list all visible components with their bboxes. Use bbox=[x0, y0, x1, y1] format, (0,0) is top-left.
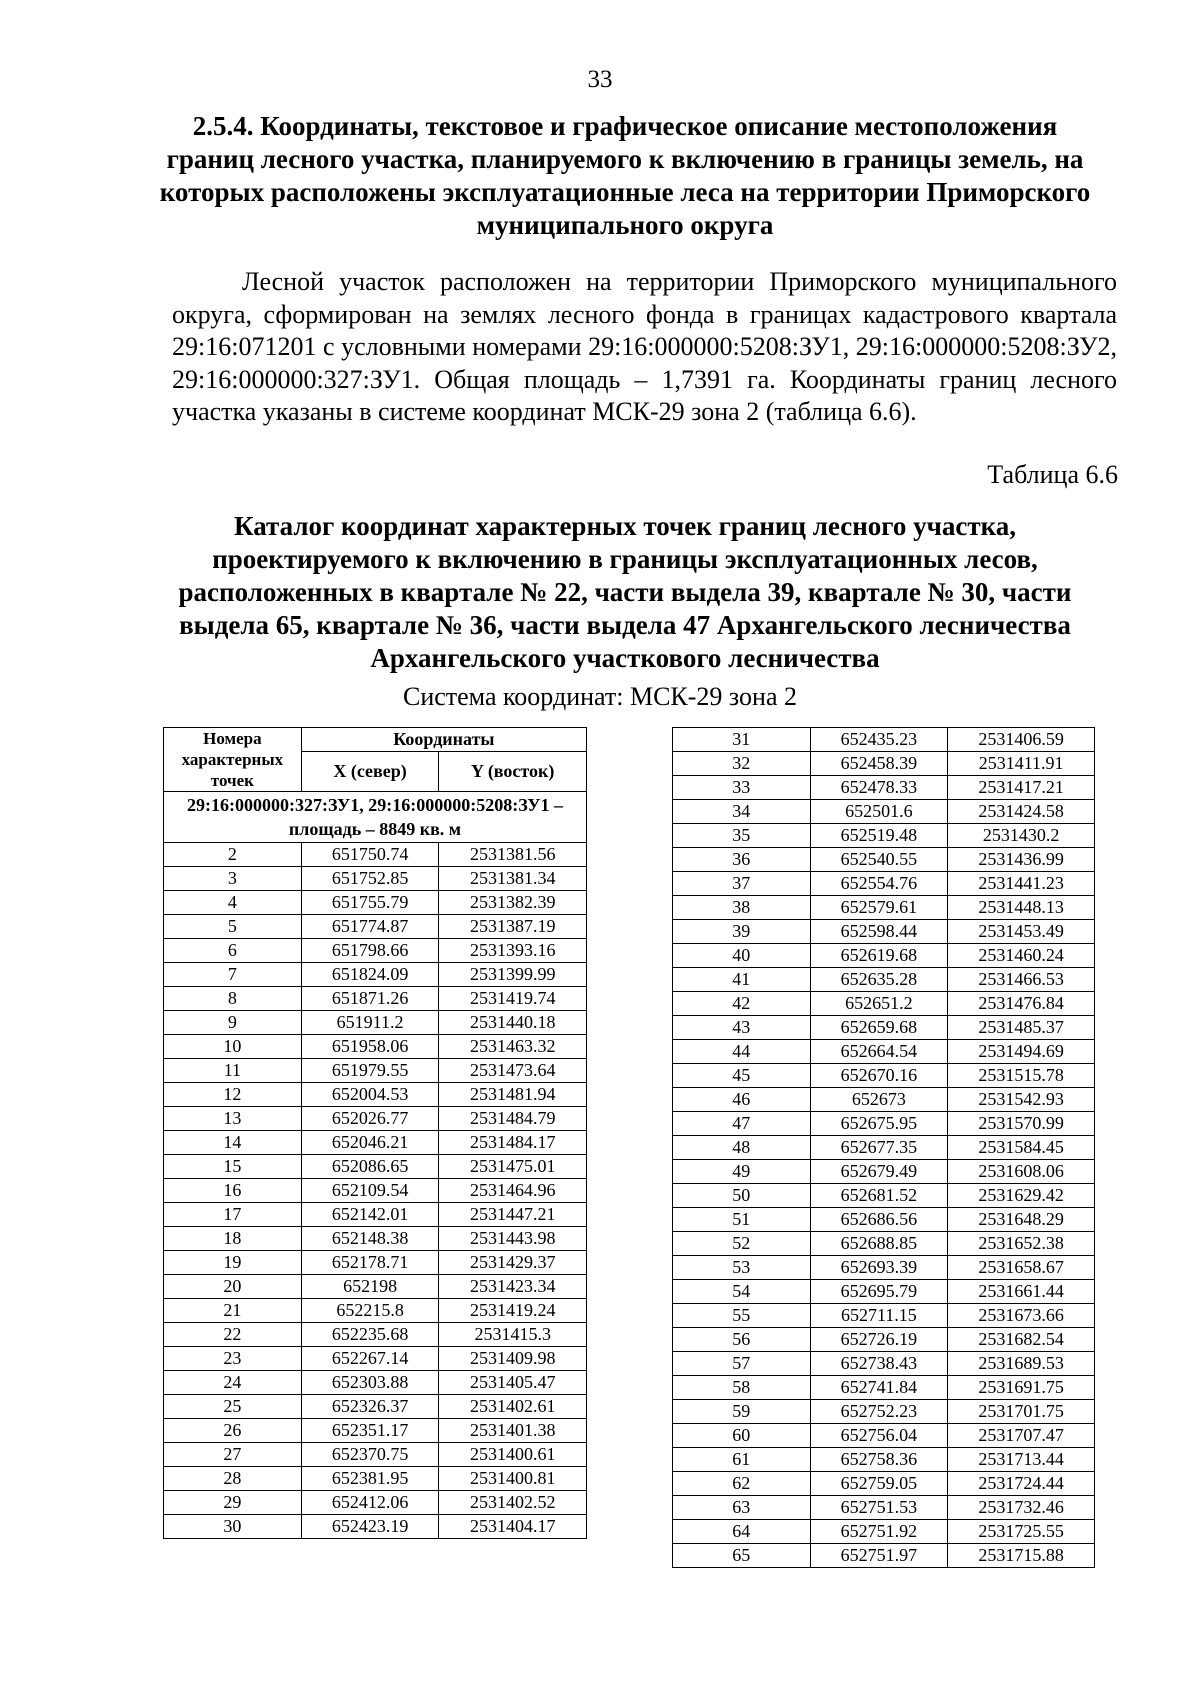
x-coordinate-cell: 651750.74 bbox=[301, 843, 439, 867]
point-number-cell: 5 bbox=[164, 915, 302, 939]
x-coordinate-cell: 652695.79 bbox=[810, 1280, 948, 1304]
y-coordinate-cell: 2531402.52 bbox=[439, 1491, 587, 1515]
point-number-cell: 42 bbox=[673, 992, 811, 1016]
point-number-cell: 28 bbox=[164, 1467, 302, 1491]
table-row bbox=[164, 1467, 587, 1491]
x-coordinate-cell: 652235.68 bbox=[301, 1323, 439, 1347]
point-number-cell: 63 bbox=[673, 1496, 811, 1520]
x-coordinate-cell: 651824.09 bbox=[301, 963, 439, 987]
coordinates-table-left bbox=[163, 727, 587, 1539]
table-row bbox=[164, 1347, 587, 1371]
y-coordinate-cell: 2531473.64 bbox=[439, 1059, 587, 1083]
y-coordinate-cell: 2531584.45 bbox=[948, 1136, 1095, 1160]
point-number-cell: 27 bbox=[164, 1443, 302, 1467]
table-label: Таблица 6.6 bbox=[987, 460, 1118, 489]
section-heading: 2.5.4. Координаты, текстовое и графическое описание местоположения границ лесного участка, планируемого к включению в границы земель, на которых расположены эксплуатационные леса на территории Приморского муниципального округа bbox=[159, 111, 1091, 240]
x-coordinate-cell: 652326.37 bbox=[301, 1395, 439, 1419]
y-coordinate-cell: 2531608.06 bbox=[948, 1160, 1095, 1184]
x-coordinate-cell: 651774.87 bbox=[301, 915, 439, 939]
y-coordinate-cell: 2531409.98 bbox=[439, 1347, 587, 1371]
x-coordinate-cell: 652635.28 bbox=[810, 968, 948, 992]
point-number-cell: 56 bbox=[673, 1328, 811, 1352]
point-number-cell: 26 bbox=[164, 1419, 302, 1443]
group-label: 29:16:000000:327:ЗУ1, 29:16:000000:5208:ЗУ1 – площадь – 8849 кв. м bbox=[164, 792, 587, 843]
y-coordinate-cell: 2531460.24 bbox=[948, 944, 1095, 968]
y-coordinate-cell: 2531419.74 bbox=[439, 987, 587, 1011]
header-coordinates: Координаты bbox=[301, 728, 586, 752]
x-coordinate-cell: 652758.36 bbox=[810, 1448, 948, 1472]
x-coordinate-cell: 651752.85 bbox=[301, 867, 439, 891]
table-row bbox=[673, 1424, 1095, 1448]
table-row bbox=[673, 1208, 1095, 1232]
x-coordinate-cell: 651979.55 bbox=[301, 1059, 439, 1083]
point-number-cell: 31 bbox=[673, 728, 811, 752]
table-row bbox=[164, 915, 587, 939]
table-row bbox=[673, 872, 1095, 896]
point-number-cell: 22 bbox=[164, 1323, 302, 1347]
point-number-cell: 44 bbox=[673, 1040, 811, 1064]
table-row bbox=[673, 1304, 1095, 1328]
y-coordinate-cell: 2531436.99 bbox=[948, 848, 1095, 872]
table-row bbox=[164, 1251, 587, 1275]
point-number-cell: 7 bbox=[164, 963, 302, 987]
point-number-cell: 64 bbox=[673, 1520, 811, 1544]
y-coordinate-cell: 2531481.94 bbox=[439, 1083, 587, 1107]
y-coordinate-cell: 2531707.47 bbox=[948, 1424, 1095, 1448]
x-coordinate-cell: 651911.2 bbox=[301, 1011, 439, 1035]
point-number-cell: 65 bbox=[673, 1544, 811, 1568]
y-coordinate-cell: 2531405.47 bbox=[439, 1371, 587, 1395]
y-coordinate-cell: 2531570.99 bbox=[948, 1112, 1095, 1136]
point-number-cell: 43 bbox=[673, 1016, 811, 1040]
x-coordinate-cell: 652519.48 bbox=[810, 824, 948, 848]
y-coordinate-cell: 2531387.19 bbox=[439, 915, 587, 939]
point-number-cell: 13 bbox=[164, 1107, 302, 1131]
x-coordinate-cell: 652501.6 bbox=[810, 800, 948, 824]
point-number-cell: 14 bbox=[164, 1131, 302, 1155]
table-row bbox=[164, 1419, 587, 1443]
x-coordinate-cell: 652046.21 bbox=[301, 1131, 439, 1155]
table-row bbox=[164, 987, 587, 1011]
x-coordinate-cell: 652458.39 bbox=[810, 752, 948, 776]
y-coordinate-cell: 2531419.24 bbox=[439, 1299, 587, 1323]
point-number-cell: 34 bbox=[673, 800, 811, 824]
table-row bbox=[673, 728, 1095, 752]
point-number-cell: 15 bbox=[164, 1155, 302, 1179]
y-coordinate-cell: 2531463.32 bbox=[439, 1035, 587, 1059]
x-coordinate-cell: 652423.19 bbox=[301, 1515, 439, 1539]
point-number-cell: 41 bbox=[673, 968, 811, 992]
coordinates-table-right bbox=[672, 727, 1095, 1568]
y-coordinate-cell: 2531406.59 bbox=[948, 728, 1095, 752]
table-row bbox=[164, 963, 587, 987]
table-row bbox=[164, 843, 587, 867]
header-point-numbers: Номера характерных точек bbox=[164, 728, 302, 792]
x-coordinate-cell: 652664.54 bbox=[810, 1040, 948, 1064]
point-number-cell: 33 bbox=[673, 776, 811, 800]
table-row bbox=[164, 1515, 587, 1539]
point-number-cell: 53 bbox=[673, 1256, 811, 1280]
table-row bbox=[673, 1400, 1095, 1424]
x-coordinate-cell: 652370.75 bbox=[301, 1443, 439, 1467]
point-number-cell: 29 bbox=[164, 1491, 302, 1515]
table-row bbox=[673, 1016, 1095, 1040]
point-number-cell: 48 bbox=[673, 1136, 811, 1160]
y-coordinate-cell: 2531713.44 bbox=[948, 1448, 1095, 1472]
y-coordinate-cell: 2531658.67 bbox=[948, 1256, 1095, 1280]
x-coordinate-cell: 652756.04 bbox=[810, 1424, 948, 1448]
y-coordinate-cell: 2531494.69 bbox=[948, 1040, 1095, 1064]
page-number: 33 bbox=[587, 66, 613, 93]
table-row bbox=[164, 1011, 587, 1035]
point-number-cell: 2 bbox=[164, 843, 302, 867]
point-number-cell: 57 bbox=[673, 1352, 811, 1376]
y-coordinate-cell: 2531423.34 bbox=[439, 1275, 587, 1299]
x-coordinate-cell: 652741.84 bbox=[810, 1376, 948, 1400]
y-coordinate-cell: 2531424.58 bbox=[948, 800, 1095, 824]
y-coordinate-cell: 2531464.96 bbox=[439, 1179, 587, 1203]
x-coordinate-cell: 652267.14 bbox=[301, 1347, 439, 1371]
point-number-cell: 35 bbox=[673, 824, 811, 848]
x-coordinate-cell: 652178.71 bbox=[301, 1251, 439, 1275]
point-number-cell: 61 bbox=[673, 1448, 811, 1472]
table-row bbox=[673, 1040, 1095, 1064]
table-row bbox=[673, 1256, 1095, 1280]
x-coordinate-cell: 652598.44 bbox=[810, 920, 948, 944]
y-coordinate-cell: 2531453.49 bbox=[948, 920, 1095, 944]
table-row bbox=[673, 1520, 1095, 1544]
point-number-cell: 20 bbox=[164, 1275, 302, 1299]
point-number-cell: 4 bbox=[164, 891, 302, 915]
point-number-cell: 59 bbox=[673, 1400, 811, 1424]
table-row bbox=[673, 992, 1095, 1016]
table-row bbox=[673, 1376, 1095, 1400]
table-row bbox=[673, 776, 1095, 800]
x-coordinate-cell: 652351.17 bbox=[301, 1419, 439, 1443]
table-row bbox=[164, 1491, 587, 1515]
point-number-cell: 12 bbox=[164, 1083, 302, 1107]
x-coordinate-cell: 652004.53 bbox=[301, 1083, 439, 1107]
point-number-cell: 19 bbox=[164, 1251, 302, 1275]
header-y: Y (восток) bbox=[439, 752, 587, 792]
x-coordinate-cell: 652381.95 bbox=[301, 1467, 439, 1491]
point-number-cell: 49 bbox=[673, 1160, 811, 1184]
y-coordinate-cell: 2531484.17 bbox=[439, 1131, 587, 1155]
table-row bbox=[673, 920, 1095, 944]
x-coordinate-cell: 651798.66 bbox=[301, 939, 439, 963]
x-coordinate-cell: 652142.01 bbox=[301, 1203, 439, 1227]
y-coordinate-cell: 2531440.18 bbox=[439, 1011, 587, 1035]
y-coordinate-cell: 2531648.29 bbox=[948, 1208, 1095, 1232]
y-coordinate-cell: 2531400.61 bbox=[439, 1443, 587, 1467]
point-number-cell: 25 bbox=[164, 1395, 302, 1419]
table-row bbox=[673, 1544, 1095, 1568]
y-coordinate-cell: 2531661.44 bbox=[948, 1280, 1095, 1304]
table-row bbox=[164, 1443, 587, 1467]
intro-paragraph bbox=[172, 266, 1117, 429]
y-coordinate-cell: 2531475.01 bbox=[439, 1155, 587, 1179]
x-coordinate-cell: 652759.05 bbox=[810, 1472, 948, 1496]
y-coordinate-cell: 2531701.75 bbox=[948, 1400, 1095, 1424]
table-row bbox=[673, 1328, 1095, 1352]
point-number-cell: 30 bbox=[164, 1515, 302, 1539]
x-coordinate-cell: 652579.61 bbox=[810, 896, 948, 920]
x-coordinate-cell: 652738.43 bbox=[810, 1352, 948, 1376]
x-coordinate-cell: 652435.23 bbox=[810, 728, 948, 752]
y-coordinate-cell: 2531673.66 bbox=[948, 1304, 1095, 1328]
table-row bbox=[164, 867, 587, 891]
table-row bbox=[164, 1179, 587, 1203]
y-coordinate-cell: 2531629.42 bbox=[948, 1184, 1095, 1208]
point-number-cell: 3 bbox=[164, 867, 302, 891]
y-coordinate-cell: 2531429.37 bbox=[439, 1251, 587, 1275]
point-number-cell: 51 bbox=[673, 1208, 811, 1232]
y-coordinate-cell: 2531725.55 bbox=[948, 1520, 1095, 1544]
y-coordinate-cell: 2531443.98 bbox=[439, 1227, 587, 1251]
y-coordinate-cell: 2531404.17 bbox=[439, 1515, 587, 1539]
coordinate-system-caption: Система координат: МСК-29 зона 2 bbox=[402, 682, 798, 711]
y-coordinate-cell: 2531724.44 bbox=[948, 1472, 1095, 1496]
x-coordinate-cell: 652726.19 bbox=[810, 1328, 948, 1352]
x-coordinate-cell: 652686.56 bbox=[810, 1208, 948, 1232]
y-coordinate-cell: 2531682.54 bbox=[948, 1328, 1095, 1352]
x-coordinate-cell: 652554.76 bbox=[810, 872, 948, 896]
point-number-cell: 8 bbox=[164, 987, 302, 1011]
table-row bbox=[164, 1395, 587, 1419]
y-coordinate-cell: 2531715.88 bbox=[948, 1544, 1095, 1568]
y-coordinate-cell: 2531691.75 bbox=[948, 1376, 1095, 1400]
table-row bbox=[673, 1496, 1095, 1520]
table-row bbox=[673, 1160, 1095, 1184]
point-number-cell: 9 bbox=[164, 1011, 302, 1035]
x-coordinate-cell: 652751.92 bbox=[810, 1520, 948, 1544]
point-number-cell: 21 bbox=[164, 1299, 302, 1323]
intro-text: Лесной участок расположен на территории Приморского муниципального округа, сформирован на землях лесного фонда в границах кадастрового квартала 29:16:071201 с условными номерами 29:16:000000:5208:ЗУ1, 29:16:000000:5208:ЗУ2, 29:16:000000:327:ЗУ1. Общая площадь – 1,7391 га. Координаты границ лесного участка указаны в системе координат МСК-29 зона 2 (таблица 6.6). bbox=[172, 267, 1117, 426]
x-coordinate-cell: 652711.15 bbox=[810, 1304, 948, 1328]
table-row bbox=[673, 968, 1095, 992]
table-row bbox=[673, 1064, 1095, 1088]
table-row bbox=[164, 1227, 587, 1251]
table-row bbox=[673, 824, 1095, 848]
y-coordinate-cell: 2531393.16 bbox=[439, 939, 587, 963]
table-row bbox=[673, 848, 1095, 872]
y-coordinate-cell: 2531411.91 bbox=[948, 752, 1095, 776]
point-number-cell: 46 bbox=[673, 1088, 811, 1112]
table-row bbox=[164, 1299, 587, 1323]
table-row bbox=[164, 1131, 587, 1155]
x-coordinate-cell: 652026.77 bbox=[301, 1107, 439, 1131]
point-number-cell: 11 bbox=[164, 1059, 302, 1083]
point-number-cell: 10 bbox=[164, 1035, 302, 1059]
y-coordinate-cell: 2531466.53 bbox=[948, 968, 1095, 992]
x-coordinate-cell: 651958.06 bbox=[301, 1035, 439, 1059]
table-row bbox=[164, 1155, 587, 1179]
point-number-cell: 50 bbox=[673, 1184, 811, 1208]
table-row bbox=[164, 1275, 587, 1299]
table-row bbox=[164, 1371, 587, 1395]
x-coordinate-cell: 652693.39 bbox=[810, 1256, 948, 1280]
header-x: X (север) bbox=[301, 752, 439, 792]
table-row bbox=[164, 1083, 587, 1107]
y-coordinate-cell: 2531732.46 bbox=[948, 1496, 1095, 1520]
table-row bbox=[673, 800, 1095, 824]
y-coordinate-cell: 2531542.93 bbox=[948, 1088, 1095, 1112]
point-number-cell: 58 bbox=[673, 1376, 811, 1400]
y-coordinate-cell: 2531448.13 bbox=[948, 896, 1095, 920]
point-number-cell: 52 bbox=[673, 1232, 811, 1256]
table-row bbox=[673, 1088, 1095, 1112]
x-coordinate-cell: 652215.8 bbox=[301, 1299, 439, 1323]
point-number-cell: 16 bbox=[164, 1179, 302, 1203]
table-row bbox=[164, 1323, 587, 1347]
x-coordinate-cell: 652478.33 bbox=[810, 776, 948, 800]
y-coordinate-cell: 2531515.78 bbox=[948, 1064, 1095, 1088]
table-row bbox=[164, 1035, 587, 1059]
x-coordinate-cell: 651755.79 bbox=[301, 891, 439, 915]
y-coordinate-cell: 2531441.23 bbox=[948, 872, 1095, 896]
point-number-cell: 24 bbox=[164, 1371, 302, 1395]
y-coordinate-cell: 2531476.84 bbox=[948, 992, 1095, 1016]
table-row bbox=[673, 1280, 1095, 1304]
table-row bbox=[164, 1107, 587, 1131]
table-row bbox=[673, 1448, 1095, 1472]
x-coordinate-cell: 652540.55 bbox=[810, 848, 948, 872]
x-coordinate-cell: 652673 bbox=[810, 1088, 948, 1112]
x-coordinate-cell: 651871.26 bbox=[301, 987, 439, 1011]
y-coordinate-cell: 2531381.34 bbox=[439, 867, 587, 891]
table-row bbox=[164, 891, 587, 915]
table-row bbox=[164, 1203, 587, 1227]
x-coordinate-cell: 652198 bbox=[301, 1275, 439, 1299]
point-number-cell: 60 bbox=[673, 1424, 811, 1448]
y-coordinate-cell: 2531417.21 bbox=[948, 776, 1095, 800]
y-coordinate-cell: 2531402.61 bbox=[439, 1395, 587, 1419]
x-coordinate-cell: 652675.95 bbox=[810, 1112, 948, 1136]
x-coordinate-cell: 652670.16 bbox=[810, 1064, 948, 1088]
y-coordinate-cell: 2531430.2 bbox=[948, 824, 1095, 848]
point-number-cell: 55 bbox=[673, 1304, 811, 1328]
x-coordinate-cell: 652688.85 bbox=[810, 1232, 948, 1256]
x-coordinate-cell: 652659.68 bbox=[810, 1016, 948, 1040]
point-number-cell: 37 bbox=[673, 872, 811, 896]
table-row bbox=[673, 1112, 1095, 1136]
table-row bbox=[673, 1472, 1095, 1496]
table-row bbox=[673, 944, 1095, 968]
point-number-cell: 54 bbox=[673, 1280, 811, 1304]
point-number-cell: 62 bbox=[673, 1472, 811, 1496]
y-coordinate-cell: 2531415.3 bbox=[439, 1323, 587, 1347]
y-coordinate-cell: 2531401.38 bbox=[439, 1419, 587, 1443]
point-number-cell: 38 bbox=[673, 896, 811, 920]
point-number-cell: 17 bbox=[164, 1203, 302, 1227]
table-row bbox=[164, 1059, 587, 1083]
point-number-cell: 18 bbox=[164, 1227, 302, 1251]
x-coordinate-cell: 652752.23 bbox=[810, 1400, 948, 1424]
point-number-cell: 36 bbox=[673, 848, 811, 872]
table-row bbox=[673, 752, 1095, 776]
y-coordinate-cell: 2531381.56 bbox=[439, 843, 587, 867]
point-number-cell: 6 bbox=[164, 939, 302, 963]
point-number-cell: 23 bbox=[164, 1347, 302, 1371]
table-row bbox=[673, 1352, 1095, 1376]
table-title: Каталог координат характерных точек границ лесного участка, проектируемого к включению в границы эксплуатационных лесов, расположенных в квартале № 22, части выдела 39, квартале № 30, части выдела 65, квартале № 36, части выдела 47 Архангельского лесничества Архангельского участкового лесничества bbox=[178, 511, 1072, 673]
table-row bbox=[164, 939, 587, 963]
y-coordinate-cell: 2531652.38 bbox=[948, 1232, 1095, 1256]
point-number-cell: 32 bbox=[673, 752, 811, 776]
x-coordinate-cell: 652679.49 bbox=[810, 1160, 948, 1184]
y-coordinate-cell: 2531447.21 bbox=[439, 1203, 587, 1227]
y-coordinate-cell: 2531689.53 bbox=[948, 1352, 1095, 1376]
point-number-cell: 45 bbox=[673, 1064, 811, 1088]
table-row bbox=[673, 896, 1095, 920]
point-number-cell: 47 bbox=[673, 1112, 811, 1136]
y-coordinate-cell: 2531382.39 bbox=[439, 891, 587, 915]
y-coordinate-cell: 2531485.37 bbox=[948, 1016, 1095, 1040]
y-coordinate-cell: 2531484.79 bbox=[439, 1107, 587, 1131]
point-number-cell: 40 bbox=[673, 944, 811, 968]
x-coordinate-cell: 652751.53 bbox=[810, 1496, 948, 1520]
x-coordinate-cell: 652751.97 bbox=[810, 1544, 948, 1568]
x-coordinate-cell: 652677.35 bbox=[810, 1136, 948, 1160]
x-coordinate-cell: 652681.52 bbox=[810, 1184, 948, 1208]
y-coordinate-cell: 2531399.99 bbox=[439, 963, 587, 987]
point-number-cell: 39 bbox=[673, 920, 811, 944]
x-coordinate-cell: 652086.65 bbox=[301, 1155, 439, 1179]
x-coordinate-cell: 652619.68 bbox=[810, 944, 948, 968]
table-row bbox=[673, 1184, 1095, 1208]
table-row bbox=[673, 1136, 1095, 1160]
x-coordinate-cell: 652651.2 bbox=[810, 992, 948, 1016]
x-coordinate-cell: 652303.88 bbox=[301, 1371, 439, 1395]
y-coordinate-cell: 2531400.81 bbox=[439, 1467, 587, 1491]
table-row bbox=[673, 1232, 1095, 1256]
x-coordinate-cell: 652412.06 bbox=[301, 1491, 439, 1515]
x-coordinate-cell: 652109.54 bbox=[301, 1179, 439, 1203]
x-coordinate-cell: 652148.38 bbox=[301, 1227, 439, 1251]
